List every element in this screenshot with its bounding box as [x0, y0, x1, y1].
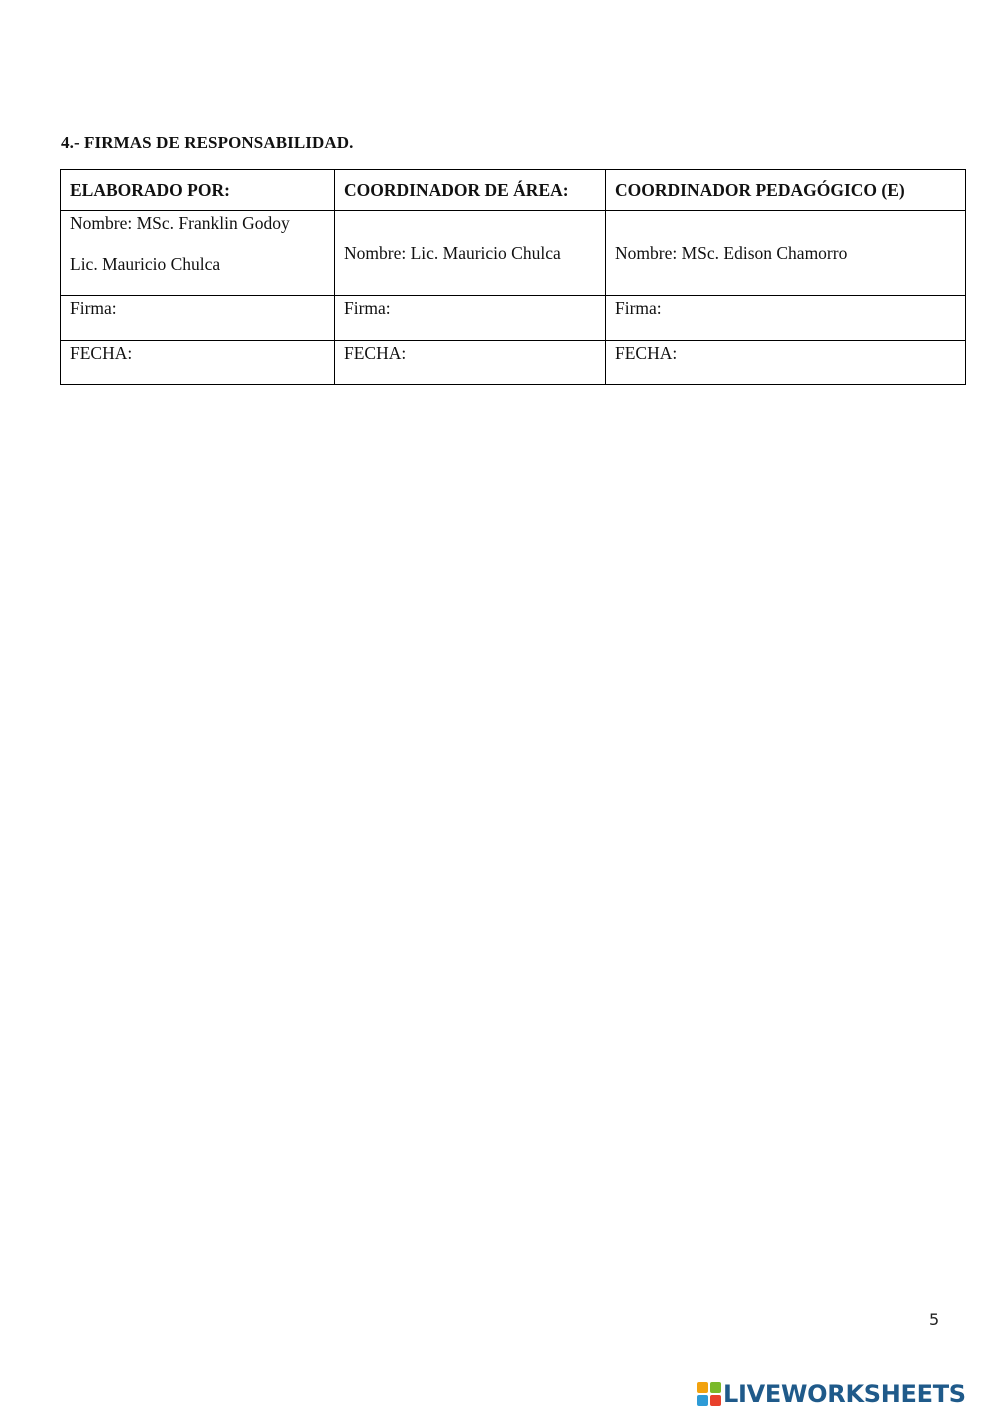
header-coordinador-pedagogico: COORDINADOR PEDAGÓGICO (E) [606, 170, 966, 211]
header-coordinador-area: COORDINADOR DE ÁREA: [335, 170, 606, 211]
name-line-mauricio: Lic. Mauricio Chulca [70, 254, 221, 274]
cell-elaborado-names [61, 211, 335, 296]
logo-tile-2 [710, 1382, 721, 1393]
name-line-franklin: Nombre: MSc. Franklin Godoy [70, 213, 290, 233]
cell-coordinador-area-name: Nombre: Lic. Mauricio Chulca [335, 211, 606, 296]
logo-tile-4 [710, 1395, 721, 1406]
signature-field-coordinador-pedagogico[interactable]: Firma: [606, 296, 966, 341]
table-row-dates [61, 341, 966, 385]
date-field-elaborado[interactable]: FECHA: [61, 341, 335, 385]
liveworksheets-logo-text: LIVEWORKSHEETS [723, 1380, 966, 1408]
date-field-coordinador-pedagogico[interactable]: FECHA: [606, 341, 966, 385]
signature-field-elaborado[interactable]: Firma: [61, 296, 335, 341]
section-title: 4.- FIRMAS DE RESPONSABILIDAD. [61, 133, 354, 152]
signatures-table [60, 169, 966, 385]
logo-tile-1 [697, 1382, 708, 1393]
signature-field-coordinador-area[interactable]: Firma: [335, 296, 606, 341]
liveworksheets-logo-icon [697, 1382, 721, 1406]
cell-coordinador-pedagogico-name: Nombre: MSc. Edison Chamorro [606, 211, 966, 296]
header-elaborado-por: ELABORADO POR: [61, 170, 335, 211]
logo-tile-3 [697, 1395, 708, 1406]
table-row-signatures [61, 296, 966, 341]
table-header-row [61, 170, 966, 211]
page-number: 5 [929, 1310, 940, 1329]
table-row-names [61, 211, 966, 296]
date-field-coordinador-area[interactable]: FECHA: [335, 341, 606, 385]
liveworksheets-logo[interactable] [697, 1378, 966, 1410]
